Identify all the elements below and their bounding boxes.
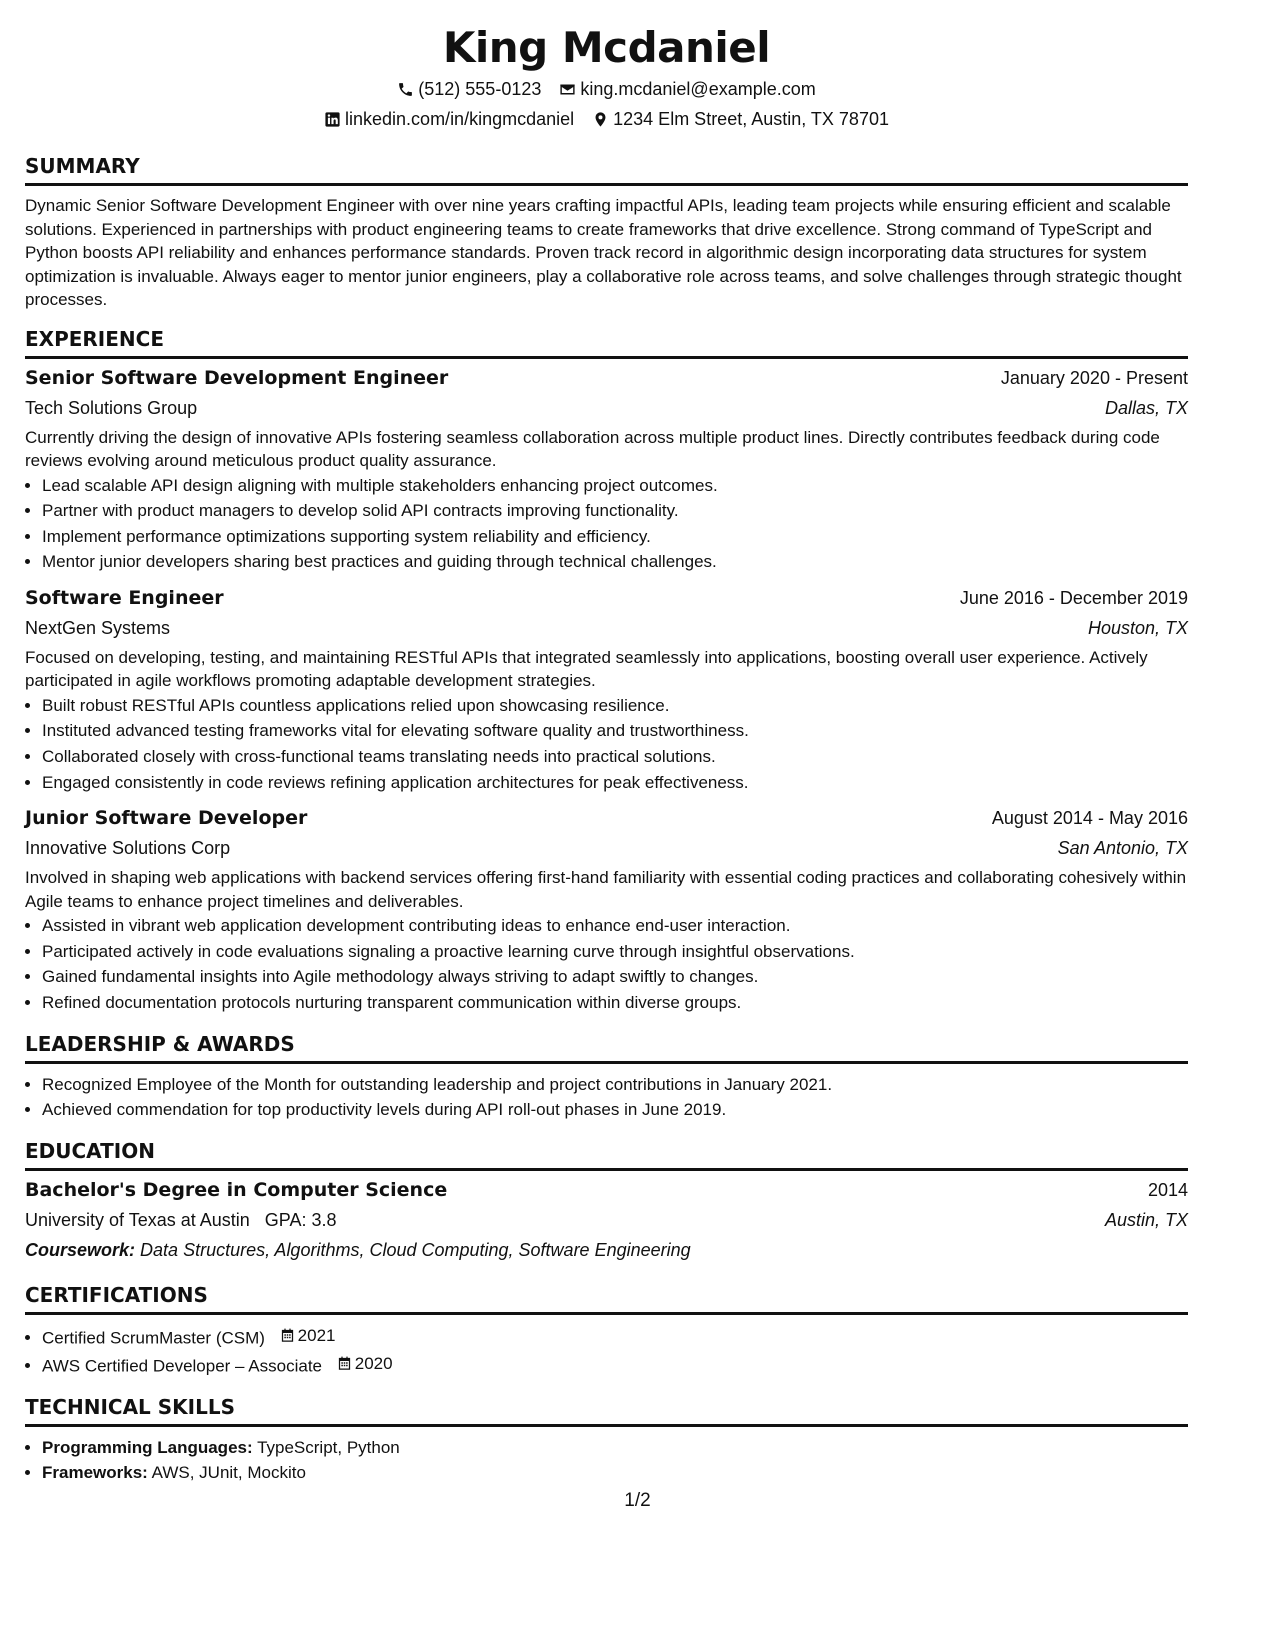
graduation-year: 2014 (1147, 1179, 1188, 1200)
job-title: Software Engineer (25, 586, 224, 609)
linkedin-url[interactable]: linkedin.com/in/kingmcdaniel (345, 109, 575, 129)
gpa: GPA: 3.8 (264, 1209, 337, 1230)
certification-date (280, 1323, 336, 1349)
job-header-row (25, 363, 1188, 393)
job-bullets (25, 693, 1188, 795)
list-item (42, 1323, 1188, 1351)
list-item (42, 1351, 1188, 1379)
street-address: 1234 Elm Street, Austin, TX 78701 (613, 109, 889, 129)
certifications-section (25, 1283, 1188, 1379)
job-company: Tech Solutions Group (25, 397, 198, 418)
list-item: • Lead scalable API design aligning with multiple stakeholders enhancing project outcomes. (42, 473, 1188, 499)
calendar-icon (337, 1356, 352, 1371)
list-item: • Collaborated closely with cross-functional teams translating needs into practical solutions. (42, 744, 1188, 770)
candidate-name: King Mcdaniel (442, 23, 771, 72)
skills-section (25, 1395, 1188, 1486)
linkedin-icon (324, 111, 341, 128)
school-location: Austin, TX (1104, 1209, 1188, 1230)
certification-year: 2021 (297, 1325, 336, 1345)
coursework-list: Data Structures, Algorithms, Cloud Computing, Software Engineering (140, 1239, 691, 1260)
certification-year: 2020 (354, 1353, 393, 1373)
job-dates: June 2016 - December 2019 (959, 587, 1188, 608)
job-location: San Antonio, TX (1057, 838, 1188, 859)
contact-line-2 (25, 104, 1188, 134)
job-entry (25, 583, 1188, 795)
envelope-icon (559, 81, 576, 98)
list-item: • Participated actively in code evaluations signaling a proactive learning curve through insightful observations. (42, 939, 1188, 965)
section-title-education: EDUCATION (25, 1139, 1188, 1171)
list-item: • Mentor junior developers sharing best practices and guiding through technical challenges. (42, 549, 1188, 575)
coursework (25, 1235, 691, 1265)
list-item: • Refined documentation protocols nurturing transparent communication within diverse groups. (42, 990, 1188, 1016)
job-bullets (25, 913, 1188, 1015)
list-item: • Built robust RESTful APIs countless applications relied upon showcasing resilience. (42, 693, 1188, 719)
calendar-icon (280, 1328, 295, 1343)
job-description: Involved in shaping web applications with backend services offering first-hand familiarity with essential coding practices and collaborating cohesively within Agile teams to enhance project timelines and deliverables. (25, 868, 1187, 911)
summary-text: Dynamic Senior Software Development Engineer with over nine years crafting impactful APIs, leading team projects while ensuring efficient and scalable solutions. Experienced in partnerships with product engineering teams to create frameworks that drive excellence. Strong command of TypeScript and Python boosts API reliability and enhances performance standards. Proven track record in algorithmic design incorporating data structures for system optimization is invaluable. Always eager to mentor junior engineers, play a collaborative role across teams, and solve challenges through strategic thought processes. (25, 196, 1182, 309)
job-header-row (25, 803, 1188, 833)
resume-page (25, 0, 1188, 1486)
job-description: Focused on developing, testing, and maintaining RESTful APIs that integrated seamlessly into applications, boosting overall user experience. Actively participated in agile workflows promoting adaptable development strategies. (25, 647, 1148, 691)
education-school-row (25, 1205, 1188, 1235)
job-dates: August 2014 - May 2016 (991, 808, 1188, 829)
job-entry (25, 803, 1188, 1015)
degree-name: Bachelor's Degree in Computer Science (25, 1178, 448, 1201)
list-item: • Gained fundamental insights into Agile methodology always striving to adapt swiftly to changes. (42, 964, 1188, 990)
experience-section (25, 327, 1188, 1016)
address-contact (592, 104, 889, 134)
job-entry (25, 363, 1188, 575)
job-location: Houston, TX (1087, 617, 1188, 638)
list-item: • Implement performance optimizations supporting system reliability and efficiency. (42, 524, 1188, 550)
job-company-row (25, 393, 1188, 423)
certification-date (337, 1351, 393, 1377)
job-title: Senior Software Development Engineer (25, 366, 449, 389)
job-company: NextGen Systems (25, 617, 171, 638)
list-item (42, 1435, 1188, 1461)
list-item: • Engaged consistently in code reviews refining application architectures for peak effectiveness. (42, 770, 1188, 796)
skill-label: Frameworks: (42, 1463, 148, 1483)
section-title-skills: TECHNICAL SKILLS (25, 1395, 1188, 1427)
education-section (25, 1139, 1188, 1265)
list-item: • Instituted advanced testing frameworks vital for elevating software quality and trustworthiness. (42, 718, 1188, 744)
job-description: Currently driving the design of innovative APIs fostering seamless collaboration across multiple product lines. Directly contributes feedback during code reviews evolving around meticulous product quality assurance. (25, 427, 1160, 470)
job-company-row (25, 613, 1188, 643)
list-item: • Recognized Employee of the Month for outstanding leadership and project contributions in January 2021. (42, 1072, 1188, 1098)
skill-value: AWS, JUnit, Mockito (151, 1463, 306, 1483)
phone-icon (397, 81, 414, 98)
job-company-row (25, 833, 1188, 863)
page-number: 1/2 (624, 1490, 651, 1511)
coursework-row (25, 1235, 1188, 1265)
leadership-section (25, 1032, 1188, 1123)
certification-list (25, 1323, 1188, 1379)
phone-number: (512) 555-0123 (418, 79, 542, 99)
section-title-certifications: CERTIFICATIONS (25, 1283, 1188, 1315)
list-item (42, 1460, 1188, 1486)
certification-name: AWS Certified Developer – Associate (42, 1356, 322, 1375)
email-address[interactable]: king.mcdaniel@example.com (580, 79, 816, 99)
job-dates: January 2020 - Present (1000, 367, 1188, 388)
education-degree-row (25, 1175, 1188, 1205)
list-item: • Achieved commendation for top productivity levels during API roll-out phases in June 2019. (42, 1097, 1188, 1123)
section-title-summary: SUMMARY (25, 154, 1188, 186)
job-bullets (25, 473, 1188, 575)
phone-contact (397, 74, 541, 104)
skill-value: TypeScript, Python (257, 1437, 400, 1457)
leadership-bullets (25, 1072, 1188, 1123)
section-title-experience: EXPERIENCE (25, 327, 1188, 359)
coursework-label: Coursework: (25, 1239, 136, 1260)
map-pin-icon (592, 111, 609, 128)
section-title-leadership: LEADERSHIP & AWARDS (25, 1032, 1188, 1064)
school-and-gpa (25, 1205, 337, 1235)
email-contact (559, 74, 815, 104)
skills-list (25, 1435, 1188, 1486)
skill-label: Programming Languages: (42, 1437, 253, 1457)
job-header-row (25, 583, 1188, 613)
school-name: University of Texas at Austin (25, 1209, 250, 1230)
summary-section (25, 154, 1188, 312)
list-item: • Assisted in vibrant web application development contributing ideas to enhance end-user interaction. (42, 913, 1188, 939)
contact-line-1 (25, 74, 1188, 104)
certification-name: Certified ScrumMaster (CSM) (42, 1328, 265, 1348)
linkedin-contact (324, 104, 574, 134)
job-title: Junior Software Developer (25, 807, 308, 830)
list-item: • Partner with product managers to develop solid API contracts improving functionality. (42, 498, 1188, 524)
job-location: Dallas, TX (1104, 397, 1188, 418)
job-company: Innovative Solutions Corp (25, 838, 231, 859)
